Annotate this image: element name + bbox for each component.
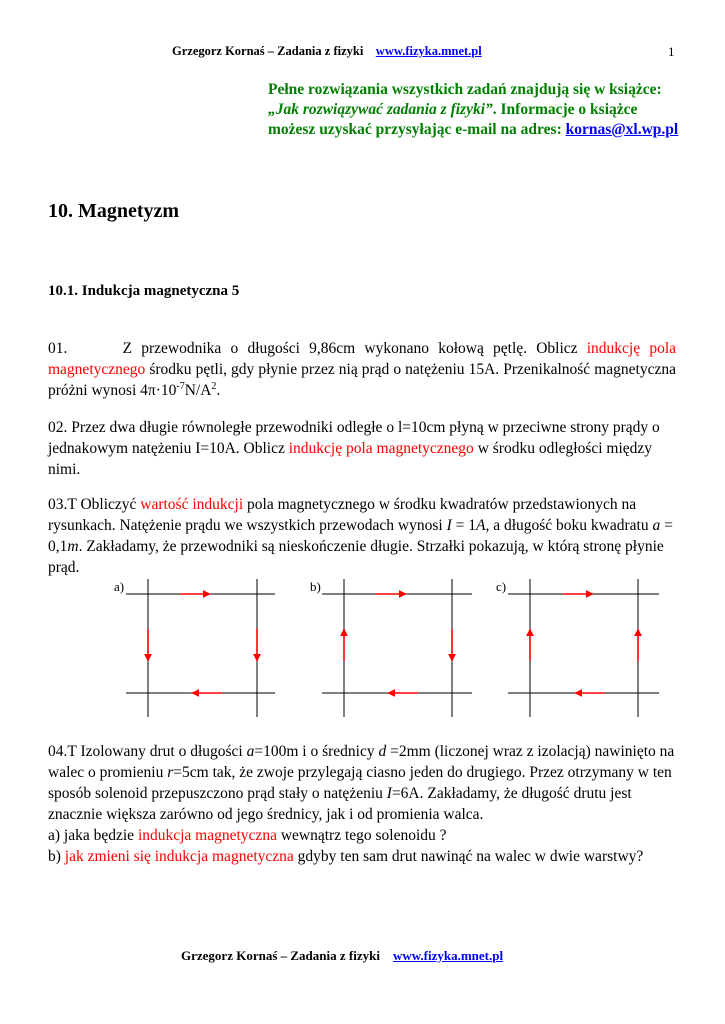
symbol: A: [475, 517, 486, 534]
task-text: 04.T Izolowany drut o długości: [48, 743, 247, 760]
page-footer: [181, 948, 503, 964]
notice-text: Pełne rozwiązania wszystkich zadań znajdują się w książce:: [268, 81, 662, 98]
symbol: I: [446, 517, 452, 534]
task-03: [48, 494, 676, 578]
book-notice: [268, 80, 688, 140]
page-number: 1: [668, 44, 675, 59]
figure-label-c: c): [496, 579, 507, 594]
current-squares-figure: [0, 575, 725, 725]
task-text: =6A. Zakładamy, że długość drutu jest znacznie większa zarówno od jego średnicy, jak i od promienia walca.: [48, 785, 632, 823]
notice-book-title: „Jak rozwiązywać zadania z fizyki”: [268, 101, 493, 118]
symbol: a: [652, 517, 661, 534]
symbol: d: [378, 743, 387, 760]
task-text: Z przewodnika o długości 9,86cm wykonano kołową pętlę. Oblicz: [122, 340, 587, 357]
question-a: a) jaka będzie: [48, 827, 138, 844]
task-text: pola magnetycznego w środku kwadratów przedstawionych na rysunkach. Natężenie prądu we wszystkich przewodach wynosi: [48, 496, 637, 534]
task-highlight: indukcję pola magnetycznego: [288, 440, 474, 457]
task-text: 02. Przez dwa długie równoległe przewodniki odległe o l=10cm płyną w przeciwne strony prądy o jednakowym natężeniu I=10A. Oblicz: [48, 419, 660, 457]
task-text: .: [216, 382, 221, 399]
symbol: m: [67, 538, 79, 555]
figure-a: [114, 579, 275, 717]
chapter-title: 10. Magnetyzm: [48, 200, 180, 222]
task-04: [48, 741, 676, 867]
task-text: 03.T Obliczyć: [48, 496, 141, 513]
task-highlight: indukcja magnetyczna: [137, 827, 277, 844]
task-02: [48, 417, 676, 480]
task-highlight: wartość indukcji: [140, 496, 244, 513]
task-text: =100m i o średnicy: [254, 743, 379, 760]
section-title: 10.1. Indukcja magnetyczna 5: [48, 283, 240, 299]
task-text: wewnątrz tego solenoidu ?: [276, 827, 447, 844]
notice-email-link[interactable]: kornas@xl.wp.pl: [565, 121, 679, 138]
task-text: = 0,1: [48, 517, 673, 555]
footer-link[interactable]: www.fizyka.mnet.pl: [392, 948, 504, 963]
task-highlight: indukcję pola magnetycznego: [48, 340, 677, 378]
header-link[interactable]: www.fizyka.mnet.pl: [375, 44, 482, 58]
header-author: Grzegorz Kornaś – Zadania z fizyki: [172, 44, 364, 58]
notice-text-2: . Informacje o książce możesz uzyskać przysyłając e-mail na adres:: [268, 101, 638, 138]
symbol: r: [167, 764, 174, 781]
question-b: b): [48, 848, 65, 865]
exponent: -7: [176, 380, 185, 392]
symbol: I: [386, 785, 392, 802]
page-header: [172, 44, 482, 59]
task-text: , a długość boku kwadratu: [485, 517, 653, 534]
task-text: = 1: [451, 517, 476, 534]
task-01: [48, 338, 676, 401]
figure-c: [496, 579, 659, 717]
figure-b: [310, 579, 472, 717]
figure-label-b: b): [310, 579, 321, 594]
task-text: =2mm (liczonej wraz z izolacją) nawinięto na walec o promieniu: [48, 743, 675, 781]
task-text: =5cm tak, że zwoje przylegają ciasno jeden do drugiego. Przez otrzymany w ten sposób solenoid przepuszczono prąd stały o natężeniu: [48, 764, 672, 802]
footer-author: Grzegorz Kornaś – Zadania z fizyki: [181, 948, 380, 963]
task-highlight: jak zmieni się indukcja magnetyczna: [64, 848, 294, 865]
task-text: . Zakładamy, że przewodniki są nieskończenie długie. Strzałki pokazują, w którą stronę płynie prąd.: [48, 538, 664, 576]
exponent: 2: [211, 380, 217, 392]
task-text: w środku odległości między nimi.: [48, 440, 653, 478]
figure-label-a: a): [114, 579, 125, 594]
task-text: środku pętli, gdy płynie przez nią prąd o natężeniu 15A. Przenikalność magnetyczna próżni wynosi 4π·10: [48, 361, 676, 399]
task-text: N/A: [184, 382, 212, 399]
task-number: 01.: [48, 340, 68, 357]
symbol: a: [246, 743, 255, 760]
task-text: gdyby ten sam drut nawinąć na walec w dwie warstwy?: [293, 848, 644, 865]
